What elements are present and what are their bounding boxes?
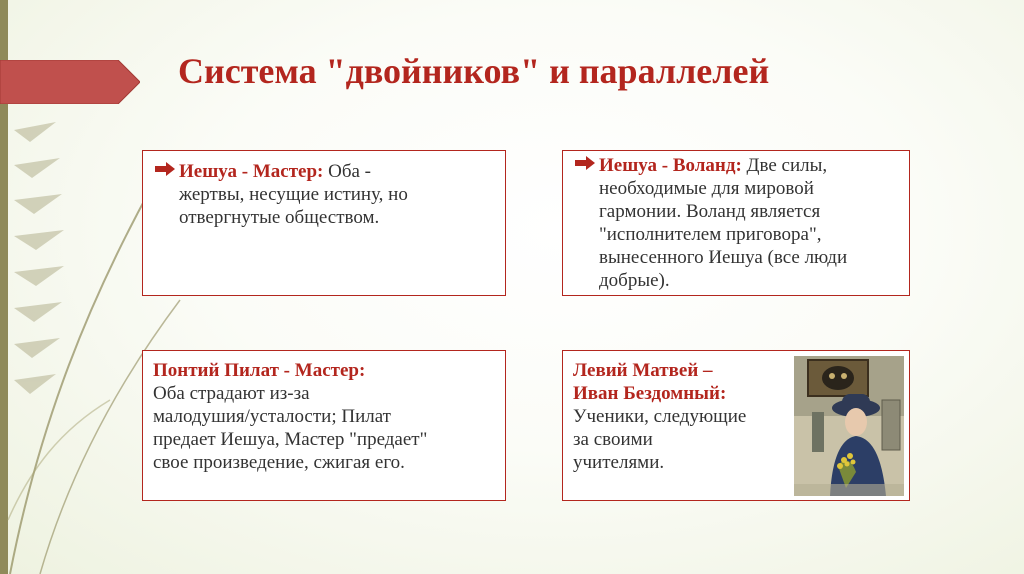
box3-line-2: предает Иешуа, Мастер "предает" <box>153 429 428 450</box>
box-ieshua-voland <box>562 150 910 296</box>
box1-line-1: жертвы, несущие истину, но <box>179 184 408 205</box>
box3-line-0: Оба страдают из-за <box>153 383 310 404</box>
box3-line-3: свое произведение, сжигая его. <box>153 452 405 473</box>
painting-illustration <box>794 356 904 496</box>
box2-term: Иешуа - Воланд: <box>599 155 742 176</box>
arrow-bullet-icon <box>153 160 179 176</box>
box4-line-1: за своими <box>573 429 653 450</box>
title-arrow-shape <box>0 60 140 104</box>
box2-line-3: "исполнителем приговора", <box>599 224 822 245</box>
box2-line-1: необходимые для мировой <box>599 178 814 199</box>
box4-term-line-1: Иван Бездомный: <box>573 383 727 404</box>
arrow-bullet-icon <box>573 154 599 170</box>
box-ieshua-master <box>142 150 506 296</box>
box1-term: Иешуа - Мастер: <box>179 161 324 182</box>
box1-line-0: Оба - <box>328 161 372 182</box>
box4-line-2: учителями. <box>573 452 665 473</box>
box3-line-1: малодушия/усталости; Пилат <box>153 406 391 427</box>
box4-line-0: Ученики, следующие <box>573 406 747 427</box>
box2-line-5: добрые). <box>599 270 670 291</box>
box2-line-0: Две силы, <box>746 155 828 176</box>
box2-line-4: вынесенного Иешуа (все люди <box>599 247 848 268</box>
box2-line-2: гармонии. Воланд является <box>599 201 821 222</box>
box4-term-line-0: Левий Матвей – <box>573 360 713 381</box>
box-pilat-master <box>142 350 506 501</box>
box3-term: Понтий Пилат - Мастер: <box>153 360 366 381</box>
slide-title: Система "двойников" и параллелей <box>178 51 770 91</box>
box1-line-2: отвергнутые обществом. <box>179 207 380 228</box>
